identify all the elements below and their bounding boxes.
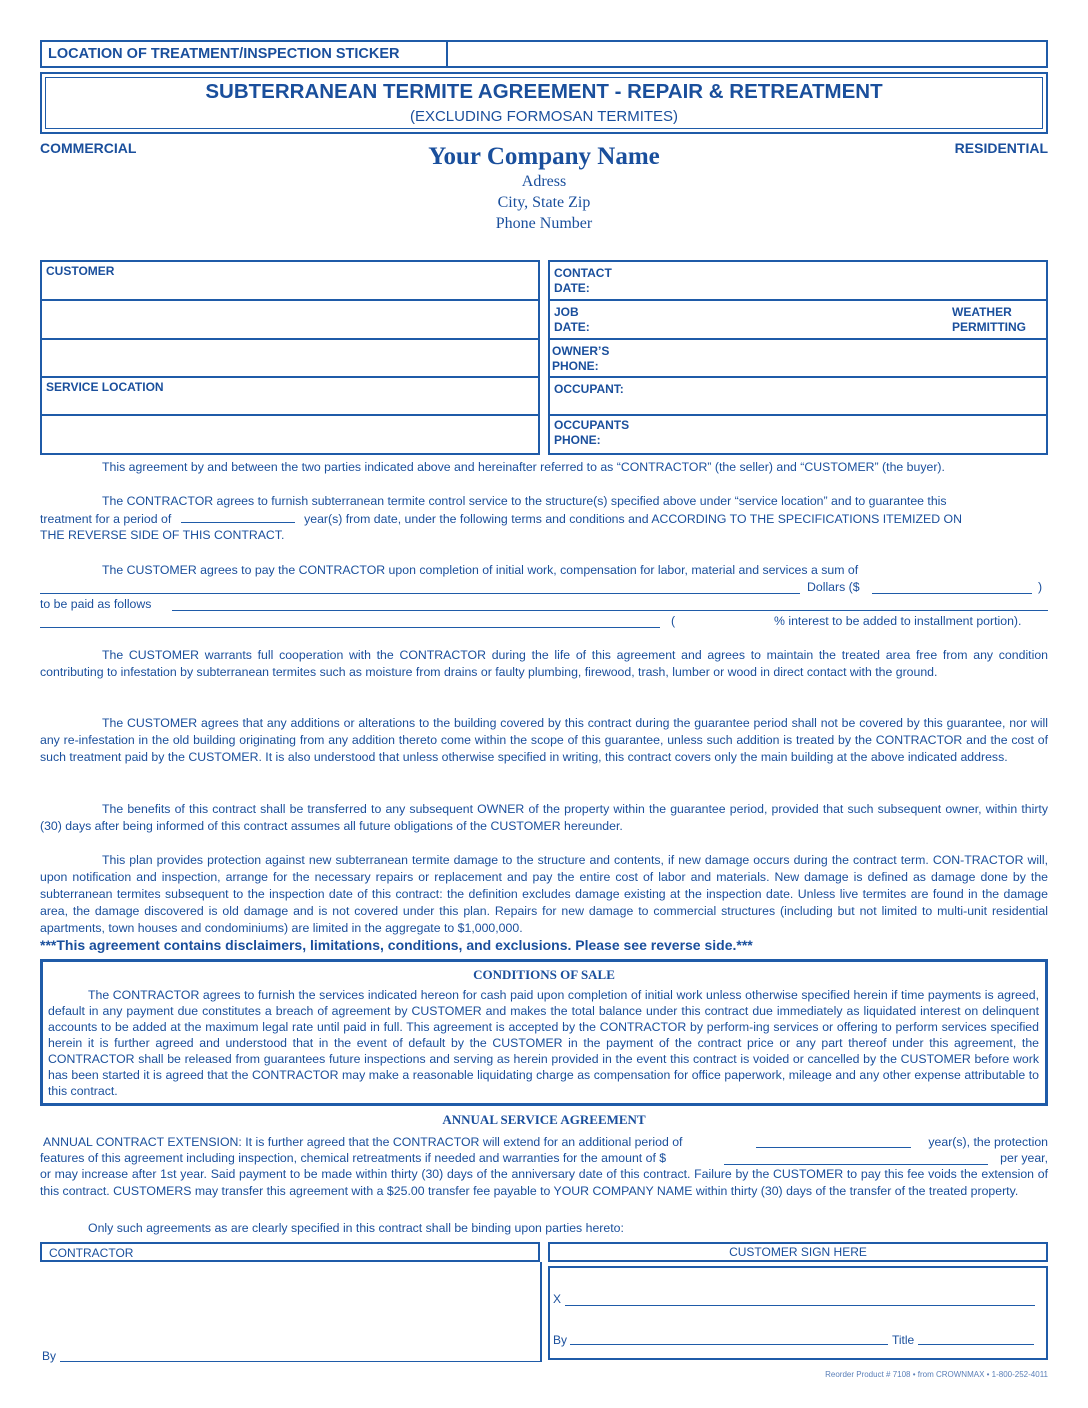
company-city: City, State Zip: [497, 194, 591, 211]
guarantee-years-field[interactable]: [181, 510, 295, 523]
paragraph-protection: This plan provides protection against new subterranean termite damage to the structure and contents, if new damage occurs during the contract term. CON-TRACTOR will, upon notification and inspection, arrange for the necessary repairs or replacement and pay the entire cost of labor and materials. New damage is defined as damage done by the subterranean termites subsequent to the inspection date of this contract: the definition excludes damage existing at the inspection date. Unless live termites are found in the damage area, the damage discovered is old damage and is not covered under this plan. Repairs for new damage to commercial structures (including but not limited to multi-unit residential apartments, town houses and condominiums) are limited in the aggregate to $1,000,000.: [40, 853, 1048, 935]
annual-extension-line-2: features of this agreement including inspection, chemical retreatments if needed and warranties for the amount of $: [40, 1151, 667, 1165]
paragraph-additions: The CUSTOMER agrees that any additions or alterations to the building covered by this contract during the guarantee period shall not be covered by this guarantee, nor will any re-infestation in the old building originating from any addition thereto come within the scope of this guarantee, unless such addition is treated by the CONTRACTOR and the cost of such treatment paid by the CUSTOMER. It is also understood that unless otherwise specified in writing, this contract covers only the main building at the above indicated address.: [40, 716, 1048, 764]
company-address: Adress: [521, 173, 567, 190]
customer-sign-label: CUSTOMER SIGN HERE: [729, 1245, 867, 1259]
paragraph-service-period: treatment for a period of year(s) from date, under the following terms and conditions and ACCORDING TO THE SPECIFICATIONS ITEMIZED ON: [40, 512, 962, 526]
payment-words-line[interactable]: [40, 593, 800, 594]
binding-statement: Only such agreements as are clearly specified in this contract shall be binding upon parties hereto:: [88, 1221, 624, 1235]
conditions-text: The CONTRACTOR agrees to furnish the services indicated hereon for cash paid upon completion of initial work unless otherwise specified herein if time payments is agreed, default in any payment due constitutes a breach of agreement by CUSTOMER and makes the total balance under this contract due immediately as liquidated interest on delinquent accounts to be added at the maximum legal rate until paid in full. This agreement is accepted by the CONTRACTOR by perform-ing services or offering to perform services specified herein it is further agreed and understood that in the event of default by the CUSTOMER in the payment of the contract price or any part thereof under this agreement, the CONTRACTOR shall be released from guarantees future inspections and serving as herein provided in the event this contract is voided or cancelled by the CUSTOMER before work has been started it is agreed that the CONTRACTOR may make a reasonable liquidating charge as compensation for office paperwork, mileage and any other expense attributable to this contract.: [48, 988, 1039, 1098]
service-location-line-2[interactable]: [40, 414, 540, 455]
occupants-phone-field[interactable]: [548, 414, 1048, 455]
annual-amount-field[interactable]: [724, 1164, 988, 1165]
contractor-header: [40, 1242, 540, 1262]
dollars-label: Dollars ($: [807, 580, 860, 594]
permitting-label: PERMITTING: [952, 320, 1026, 334]
commercial-label: COMMERCIAL: [40, 140, 137, 156]
service-location-field[interactable]: [40, 376, 540, 416]
owner-phone-field[interactable]: [548, 338, 1048, 378]
annual-extension-rest: or may increase after 1st year. Said payment to be made within thirty (30) days of the anniversary date of this contract. Failure by the CUSTOMER to pay this fee voids the extension of this contract. CUSTOMERS may transfer this agreement with a $25.00 transfer fee payable to YOUR COMPANY NAME within thirty (30) days of the transfer of the treated property.: [40, 1167, 1048, 1198]
job-date-field[interactable]: [548, 299, 1048, 340]
contractor-label: CONTRACTOR: [49, 1246, 134, 1260]
annual-heading: ANNUAL SERVICE AGREEMENT: [442, 1112, 646, 1127]
paragraph-service: The CONTRACTOR agrees to furnish subterranean termite control service to the structure(s) specified above under “service location” and to guarantee this: [102, 494, 947, 508]
annual-per-year-label: per year,: [1000, 1151, 1048, 1165]
contractor-box: [540, 1262, 542, 1362]
x-label: X: [553, 1292, 562, 1306]
contact-label: CONTACT: [554, 266, 612, 280]
interest-open-paren: (: [671, 614, 676, 628]
title-box: [40, 72, 1048, 134]
conditions-box: [40, 959, 1048, 1106]
agreement-subtitle: (EXCLUDING FORMOSAN TERMITES): [409, 108, 679, 125]
job-date-label: DATE:: [554, 320, 590, 334]
title-label: Title: [892, 1333, 915, 1347]
occupants-phone-label: PHONE:: [554, 433, 601, 447]
company-name: Your Company Name: [428, 143, 660, 170]
interest-label: % interest to be added to installment portion).: [774, 614, 1022, 628]
contact-date-field[interactable]: [548, 260, 1048, 301]
paid-as-follows-label: to be paid as follows: [40, 597, 152, 611]
customer-sign-header: [548, 1242, 1048, 1262]
paragraph-service-reverse: THE REVERSE SIDE OF THIS CONTRACT.: [40, 528, 285, 542]
annual-extension-line-1: ANNUAL CONTRACT EXTENSION: It is further agreed that the CONTRACTOR will extend for an additional period of: [43, 1135, 683, 1149]
customer-line-3[interactable]: [40, 338, 540, 378]
paragraph-transfer: The benefits of this contract shall be transferred to any subsequent OWNER of the property within the guarantee period, provided that such subsequent owner, within thirty (30) days after being informed of this contract assumes all future obligations of the CUSTOMER hereunder.: [40, 802, 1048, 833]
customer-sign-box: [548, 1266, 1048, 1360]
paragraph-payment: The CUSTOMER agrees to pay the CONTRACTOR upon completion of initial work, compensation for labor, material and services a sum of: [102, 563, 859, 577]
company-phone: Phone Number: [495, 215, 593, 232]
customer-title-line[interactable]: [918, 1344, 1034, 1345]
dollars-close: ): [1038, 580, 1043, 594]
by-right-label: By: [553, 1333, 568, 1347]
dollars-amount-line[interactable]: [872, 593, 1032, 594]
customer-line-2[interactable]: [40, 299, 540, 340]
contact-date-label: DATE:: [554, 281, 590, 295]
annual-period-field[interactable]: [756, 1147, 911, 1148]
job-label: JOB: [554, 305, 579, 319]
reorder-footer: Reorder Product # 7108 • from CROWNMAX • 1-800-252-4011: [825, 1370, 1048, 1379]
conditions-heading: CONDITIONS OF SALE: [473, 967, 615, 982]
customer-field[interactable]: [40, 260, 540, 301]
occupant-field[interactable]: [548, 376, 1048, 416]
contractor-signature-line[interactable]: [60, 1361, 540, 1362]
occupants-label: OCCUPANTS: [554, 418, 630, 432]
customer-label: CUSTOMER: [46, 264, 115, 278]
agreement-title: SUBTERRANEAN TERMITE AGREEMENT - REPAIR & RETREATMENT: [205, 80, 883, 103]
sticker-box: [40, 40, 1048, 68]
sticker-label: LOCATION OF TREATMENT/INSPECTION STICKER: [48, 46, 400, 62]
paragraph-parties: This agreement by and between the two parties indicated above and hereinafter referred to as “CONTRACTOR” (the seller) and “CUSTOMER” (the buyer).: [102, 460, 945, 474]
weather-label: WEATHER: [952, 305, 1012, 319]
owner-label: OWNER’S: [552, 344, 610, 358]
by-left-label: By: [42, 1349, 57, 1363]
paid-as-follows-line[interactable]: [172, 610, 1048, 611]
annual-years-label: year(s), the protection: [928, 1135, 1048, 1149]
disclaimer-notice: ***This agreement contains disclaimers, limitations, conditions, and exclusions. Please see reverse side.***: [40, 937, 753, 953]
owner-phone-label: PHONE:: [552, 359, 599, 373]
residential-label: RESIDENTIAL: [954, 140, 1048, 156]
occupant-label: OCCUPANT:: [554, 382, 624, 396]
paragraph-cooperation: The CUSTOMER warrants full cooperation with the CONTRACTOR during the life of this agreement and agrees to maintain the treated area free from any condition contributing to infestation by subterranean termites such as moisture from drains or faulty plumbing, firewood, trash, lumber or wood in direct contact with the ground.: [40, 648, 1048, 679]
service-location-label: SERVICE LOCATION: [46, 380, 164, 394]
customer-signature-line[interactable]: [565, 1305, 1035, 1306]
installment-line[interactable]: [40, 627, 660, 628]
customer-by-line[interactable]: [570, 1344, 888, 1345]
